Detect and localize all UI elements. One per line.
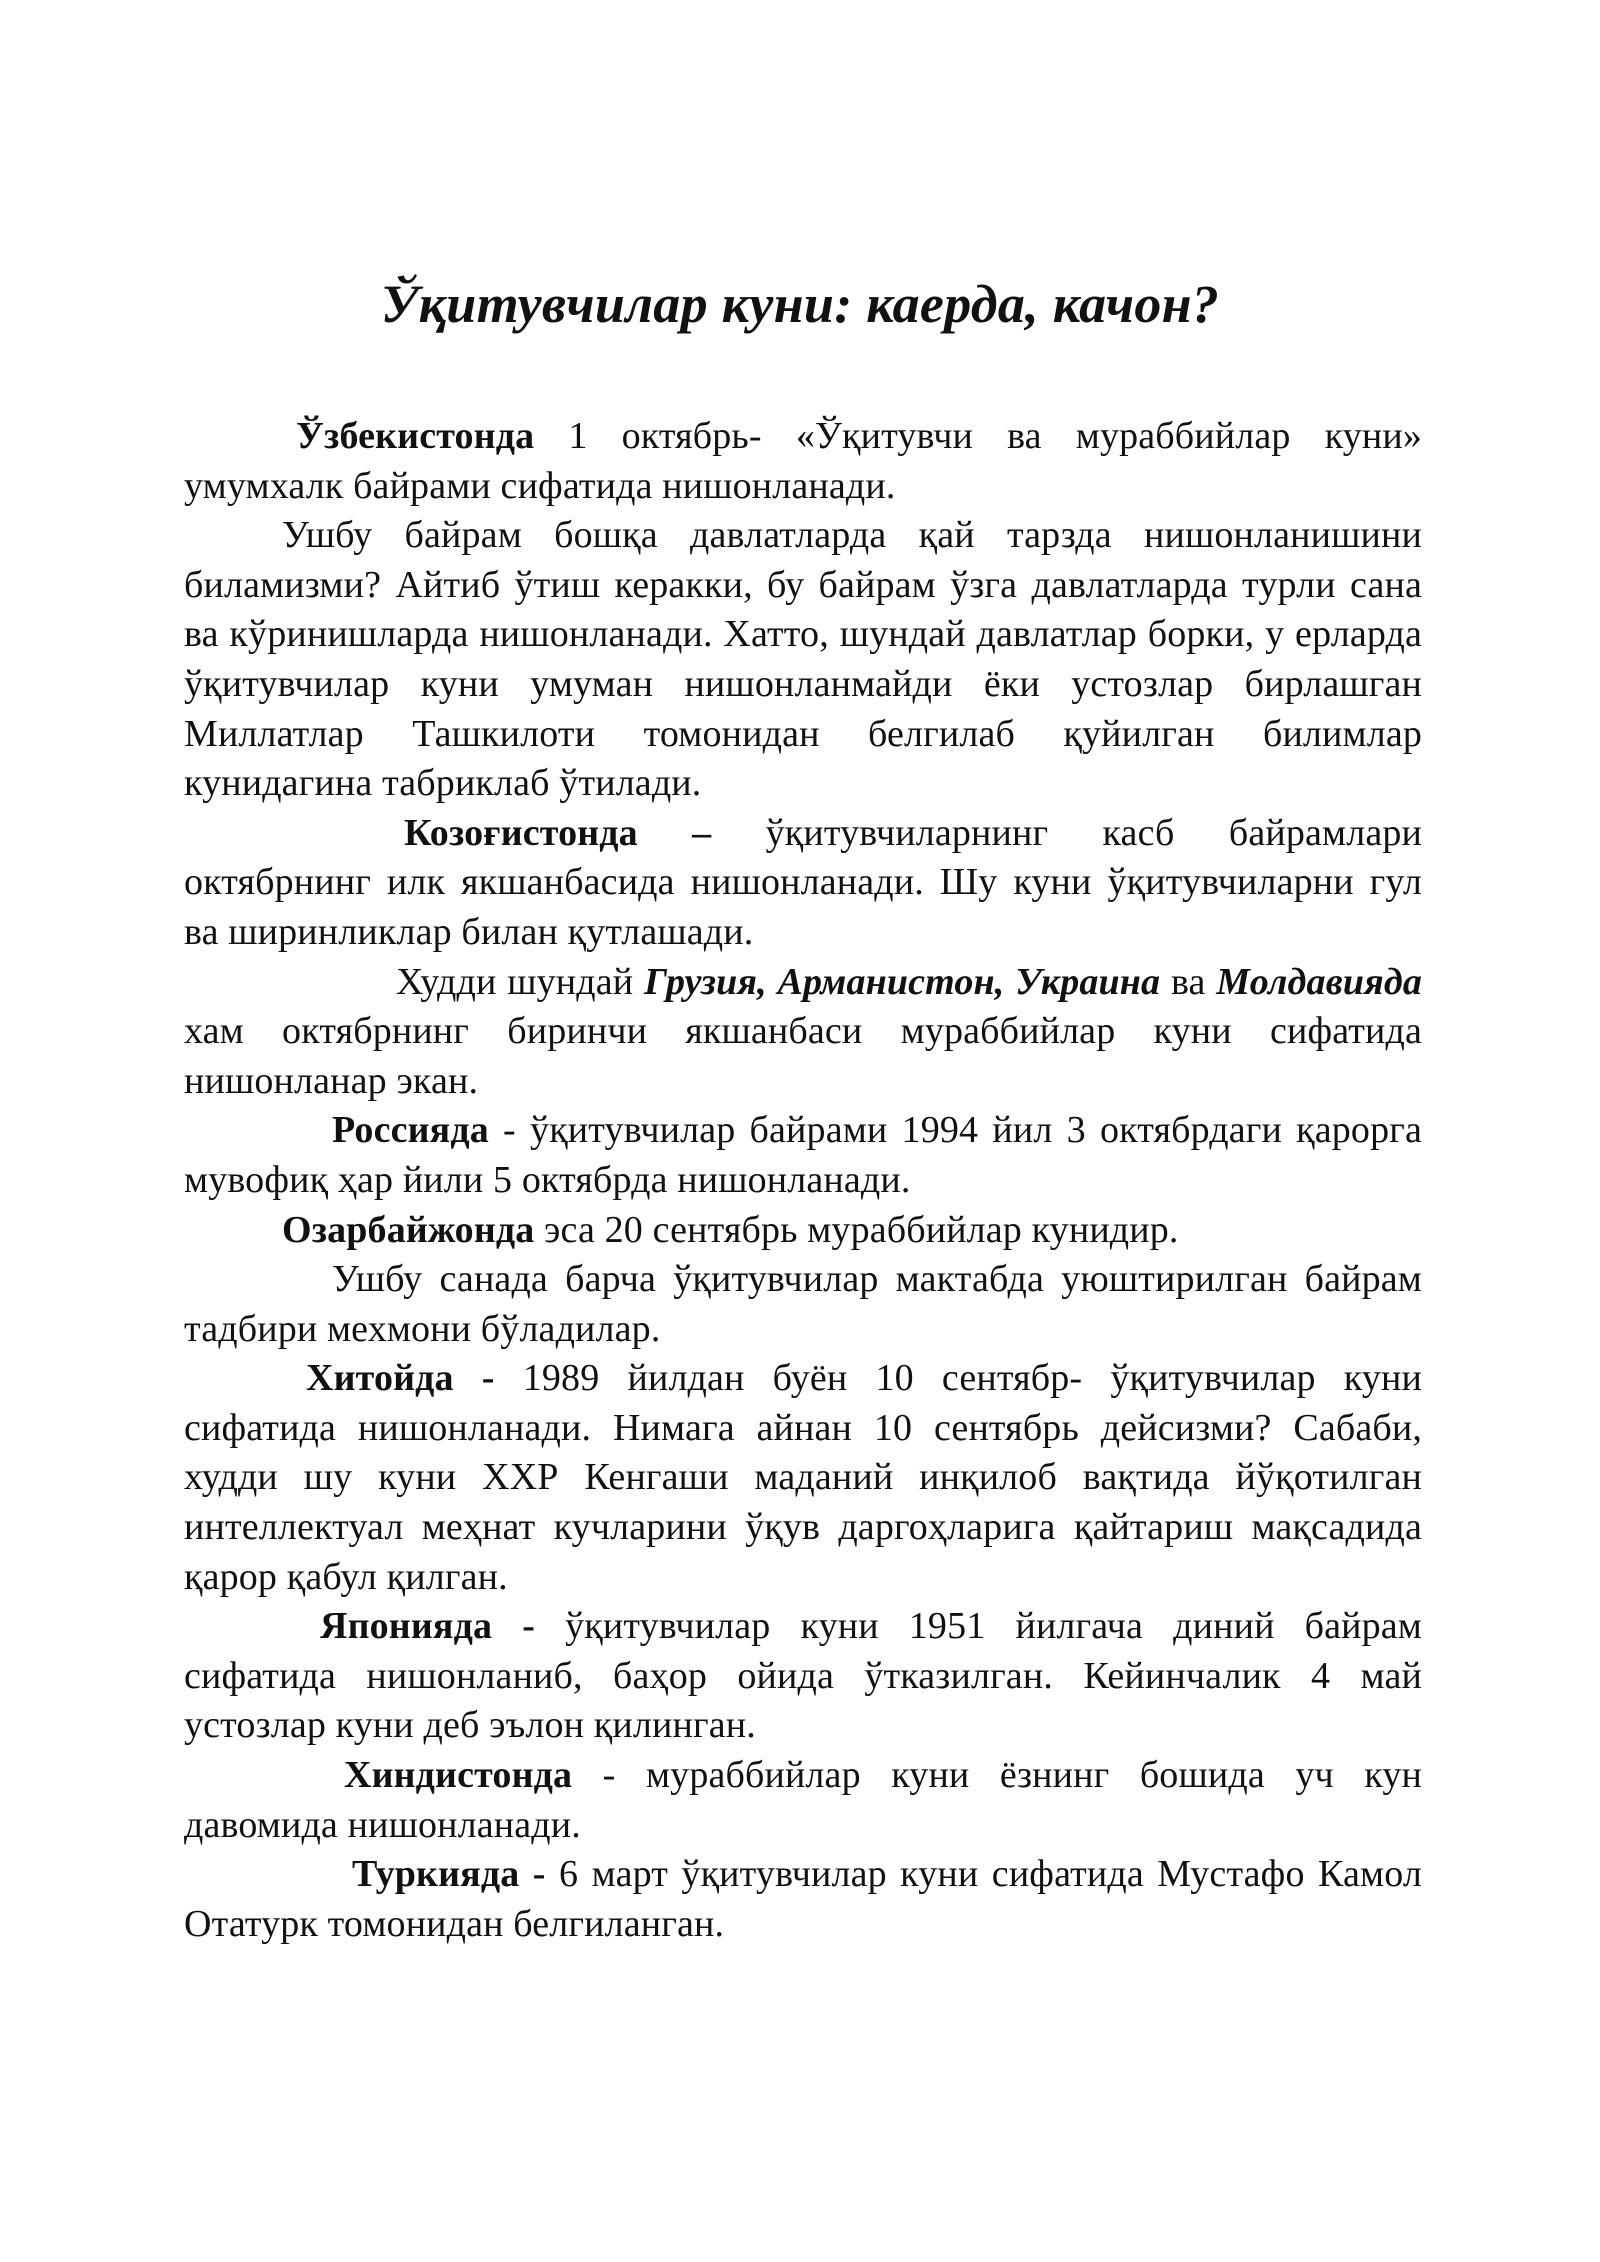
- paragraph-text: Худди шундай: [396, 960, 644, 1003]
- paragraph-text: - ўқитувчилар байрами 1994 йил 3 октябрдаги қарорга мувофиқ ҳар йили 5 октябрда нишонланади.: [184, 1109, 1422, 1201]
- paragraph: [184, 1255, 1422, 1354]
- emphasized-term: Туркияда -: [352, 1853, 546, 1896]
- emphasized-term: Озарбайжонда: [282, 1208, 535, 1251]
- emphasized-term: Ўзбекистонда: [296, 415, 535, 457]
- paragraph: [184, 412, 1422, 511]
- paragraph-text: Ушбу санада барча ўқитувчилар мактабда уюштирилган байрам тадбири мехмони бўладилар.: [184, 1258, 1422, 1350]
- paragraph: [184, 1751, 1422, 1850]
- emphasized-country-names: Молдавияда: [1216, 960, 1422, 1003]
- paragraph-text: Ушбу байрам бошқа давлатларда қай тарзда нишонланишини биламизми? Айтиб ўтиш керакки, бу байрам ўзга давлатларда турли сана ва кўринишларда нишонланади. Хатто, шундай давлатлар борки, у ерларда ўқитувчилар куни умуман нишонланмайди ёки устозлар бирлашган Миллатлар Ташкилоти томонидан белгилаб қуйилган билимлар кунидагина табриклаб ўтилади.: [184, 514, 1422, 805]
- document-title: Ўқитувчилар куни: каерда, качон?: [380, 274, 1220, 334]
- paragraph: [184, 958, 1422, 1107]
- paragraph: [184, 511, 1422, 809]
- paragraph: [184, 1602, 1422, 1751]
- paragraph-text: ўқитувчилар куни 1951 йилгача диний байрам сифатида нишонланиб, баҳор ойида ўтказилган. Кейинчалик 4 май устозлар куни деб эълон қилинган.: [184, 1605, 1423, 1747]
- paragraph: [184, 1106, 1422, 1205]
- emphasized-term: Хиндистонда: [344, 1754, 573, 1797]
- paragraph: [184, 1354, 1422, 1602]
- paragraph-text: хам октябрнинг биринчи якшанбаси мураббийлар куни сифатида нишонланар экан.: [184, 1010, 1422, 1102]
- paragraph-text: 1989 йилдан буён 10 сентябр- ўқитувчилар куни сифатида нишонланади. Нимага айнан 10 сентябрь дейсизми? Сабаби, худди шу куни ХХР Кенгаши маданий инқилоб вақтида йўқотилган интеллектуал меҳнат кучларини ўқув даргоҳларига қайтариш мақсадида қарор қабул қилган.: [184, 1357, 1422, 1598]
- emphasized-term: Хитойда -: [306, 1357, 495, 1400]
- paragraph: [184, 1206, 1422, 1256]
- emphasized-term: Японияда -: [320, 1605, 535, 1648]
- emphasized-country-names: Грузия, Арманистон, Украина: [643, 960, 1161, 1003]
- paragraph-text: 6 март ўқитувчилар куни сифатида Мустафо Камол Отатурк томонидан белгиланган.: [184, 1853, 1423, 1945]
- emphasized-term: Россияда: [332, 1109, 489, 1152]
- document-body: [184, 412, 1422, 1949]
- paragraph-text: - мураббийлар куни ёзнинг бошида уч кун давомида нишонланади.: [184, 1754, 1422, 1846]
- paragraph: [184, 809, 1422, 958]
- emphasized-term: Козоғистонда –: [404, 811, 712, 854]
- paragraph-text: ўқитувчиларнинг касб байрамлари октябрнинг илк якшанбасида нишонланади. Шу куни ўқитувчиларни гул ва ширинликлар билан қутлашади.: [184, 811, 1422, 953]
- paragraph-text: 1 октябрь- «Ўқитувчи ва мураббийлар куни» умумхалк байрами сифатида нишонланади.: [184, 415, 1422, 507]
- paragraph-text: ва: [1160, 960, 1217, 1003]
- paragraph: [184, 1850, 1422, 1949]
- paragraph-text: эса 20 сентябрь мураббийлар кунидир.: [534, 1208, 1179, 1251]
